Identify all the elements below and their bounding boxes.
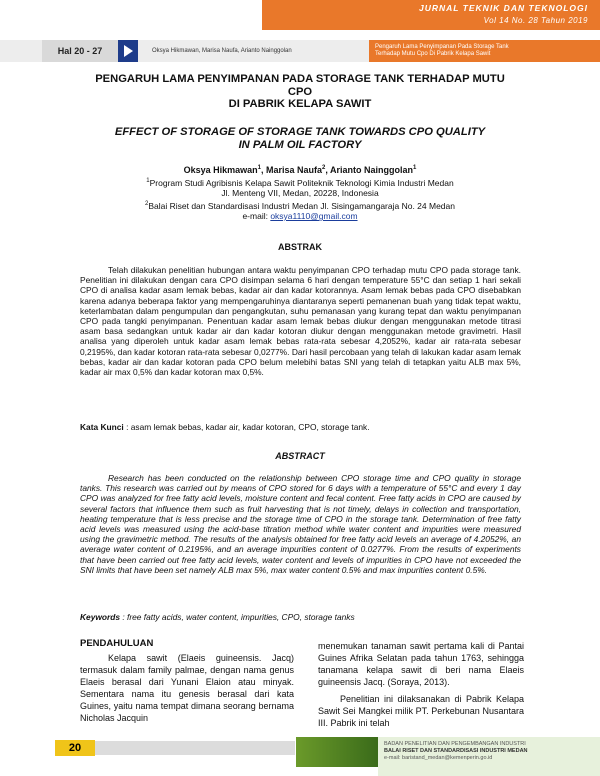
footer-line2: BALAI RISET DAN STANDARDISASI INDUSTRI MEDAN — [384, 748, 528, 754]
journal-name: JURNAL TEKNIK DAN TEKNOLOGI — [419, 3, 588, 13]
affil-line1: Program Studi Agribisnis Kelapa Sawit Politeknik Teknologi Kimia Industri Medan — [149, 177, 454, 188]
author-sep: , — [260, 165, 266, 175]
title-id-line2: CPO — [287, 85, 313, 98]
title-indonesian — [60, 73, 540, 111]
keywords-label: Keywords — [80, 612, 121, 622]
author-3-sup: 1 — [413, 165, 417, 171]
header-title — [369, 40, 600, 62]
affil-line2: Jl. Menteng VII, Medan, 20228, Indonesia — [221, 188, 379, 199]
abstrak-text: Telah dilakukan penelitian hubungan antara waktu penyimpanan CPO terhadap mutu CPO pada storage tank. Penelitian ini dilakukan dengan cara CPO disimpan selama 6 hari dengan temperature 55°C dan setiap 1 hari sekali CPO di analisa kadar asam lemak bebas, kadar air dan kadar kotorannya. Asam lemak bebas pada CPO disebabkan karena adanya beberapa faktor yang mempengaruhinya diantaranya seperti pemanenan buah yang tidak tepat waktu, keterlambatan dalam pengumpulan dan pengangkutan, suhu pemanasan yang kurang tepat dan waktu penyimpanan CPO pada tangki penyimpanan. Penentuan kadar asam lemak bebas diukur dengan menggunakan metode titrasi asam basa sedangkan untuk kadar air dan kadar kotoran diukur dengan menggunakan metode gravimetri. Hasil analisa yang diperoleh untuk kadar asam lemak bebas rata-rata sebesar 4,2052%, kadar air rata-rata sebesar 0,2195%, dan kadar kotoran rata-rata sebesar 0,0277%. Dari hasil percobaan yang telah di lakukan kadar asam lemak bebas, kadar air dan kadar kotoran pada CPO belum melebihi batas SNI yang telah di tetapkan yaitu ALB max 5%, kadar air max 0,5% dan kadar kotoran max 0,5%. — [80, 265, 521, 378]
footer-decor-image — [296, 737, 378, 767]
title-en-line1: EFFECT OF STORAGE OF STORAGE TANK TOWARDS CPO QUALITY — [114, 126, 486, 138]
footer-institution — [384, 741, 528, 762]
author-1-sup: 1 — [257, 165, 261, 171]
affil-2-sup: 2 — [145, 200, 149, 207]
header-title-line1: Pengaruh Lama Penyimpanan Pada Storage Tank — [375, 44, 509, 50]
abstract-heading: ABSTRACT — [275, 451, 325, 461]
section-heading: PENDAHULUAN — [80, 638, 154, 649]
keywords — [80, 612, 521, 622]
play-arrow-icon — [118, 40, 138, 62]
kata-kunci-label: Kata Kunci — [80, 422, 124, 432]
page-range: Hal 20 - 27 — [42, 40, 118, 62]
affil-line3: Balai Riset dan Standardisasi Industri Medan Jl. Sisingamangaraja No. 24 Medan — [148, 200, 455, 211]
footer-line1: BADAN PENELITIAN DAN PENGEMBANGAN INDUSTRI — [384, 741, 526, 747]
body-left-col: Kelapa sawit (Elaeis guineensis. Jacq) termasuk dalam family palmae, dengan nama genus Elaeis berasal dari Yunani Elaion atau minyak. Sementara nama itu genesis berasal dari kata Guines, yaitu nama tempat dimana seorang bernama Nicholas Jacquin — [80, 653, 294, 723]
journal-volume: Vol 14 No. 28 Tahun 2019 — [483, 16, 588, 25]
author-3: Arianto Nainggolan — [330, 165, 414, 175]
email-label: e-mail: — [242, 211, 271, 222]
email-link[interactable]: oksya1110@gmail.com — [270, 211, 358, 222]
keywords-text: : free fatty acids, water content, impurities, CPO, storage tanks — [120, 612, 355, 622]
abstract-text: Research has been conducted on the relationship between CPO storage time and CPO quality in storage tanks. This research was carried out by means of CPO stored for 6 days with a temperature of 55°C and every 1 day CPO was analyzed for free fatty acid levels, moisture content and fecal content. Free fatty acids in CPO are caused by several factors that influence them such as fruit harvesting that is not timely, delays in collection and transportation, heating temperature that is less precise and the storage time of CPO in the storage tank. Determination of free fatty acid levels was measured using the acid-base titration method while water content and impurities were measured using the gravimetric method. The results of the analysis obtained for free fatty acid levels an average of 4.2052%, an average water content of 0.2195%, and an average impurities content of 0.0277%. From the results of experiments that have been carried out free fatty acid levels, water content and levels of impurities in CPO have not exceeded the SNI limits that have been set namely ALB max 5%, max water content 0.5% and max impurities content 0.5%. — [80, 473, 521, 575]
affil-1-sup: 1 — [146, 178, 150, 184]
kata-kunci-text: : asam lemak bebas, kadar air, kadar kotoran, CPO, storage tank. — [123, 422, 370, 432]
body-right-col-p1: menemukan tanaman sawit pertama kali di Pantai Guines Afrika Selatan pada tahun 1763, sehingga tanamana kelapa sawit di beri nama Elaeis guineensis Jacq. (Soraya, 2013). — [318, 641, 524, 687]
title-id-line3: DI PABRIK KELAPA SAWIT — [228, 98, 372, 110]
page-number: 20 — [55, 740, 95, 756]
footer-line3: e-mail: baristand_medan@kemenperin.go.id — [384, 755, 493, 761]
body-right-col-p2: Penelitian ini dilaksanakan di Pabrik Kelapa Sawit Sei Mangkei milik PT. Perkebunan Nusantara III. Pabrik ini telah — [318, 694, 524, 728]
header-title-line2: Terhadap Mutu Cpo Di Pabrik Kelapa Sawit — [375, 51, 491, 57]
author-list — [60, 165, 540, 175]
author-2-sup: 2 — [322, 165, 326, 171]
kata-kunci — [80, 422, 521, 432]
author-sep: , — [325, 165, 331, 175]
abstrak-heading: ABSTRAK — [278, 242, 322, 252]
journal-banner — [262, 0, 600, 30]
title-en-line2: IN PALM OIL FACTORY — [238, 138, 362, 151]
title-id-line1: PENGARUH LAMA PENYIMPANAN PADA STORAGE TANK TERHADAP MUTU — [95, 73, 505, 85]
author-1: Oksya Hikmawan — [183, 165, 258, 175]
affiliations — [60, 176, 540, 222]
header-authors: Oksya Hikmawan, Marisa Naufa, Arianto Nainggolan — [152, 48, 292, 54]
title-english — [60, 126, 540, 151]
author-2: Marisa Naufa — [266, 165, 323, 175]
